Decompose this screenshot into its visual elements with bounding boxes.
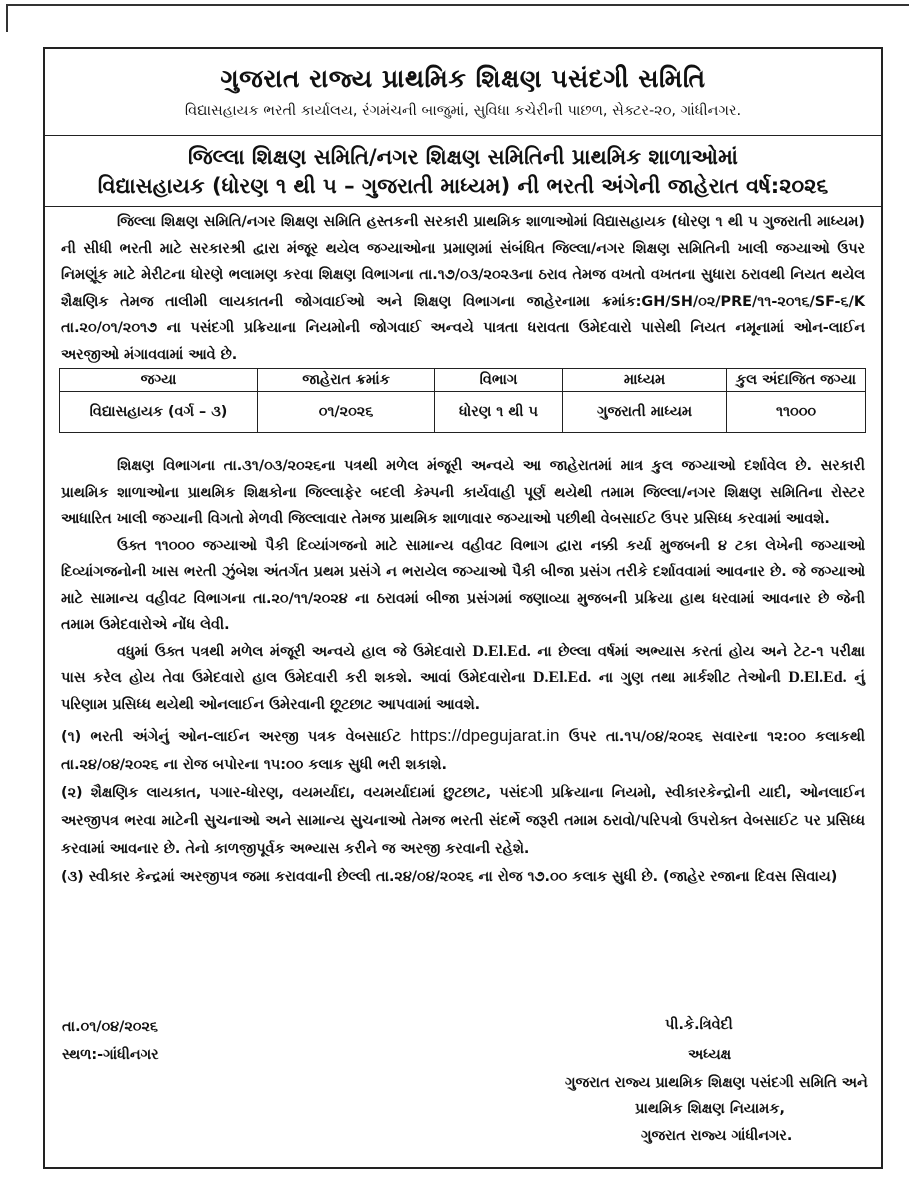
signatory-office-line-1: ગુજરાત રાજ્ય પ્રાથમિક શિક્ષણ પસંદગી સમિતિ અને xyxy=(565,1075,868,1091)
notice-frame xyxy=(43,47,883,1169)
letterhead xyxy=(45,49,881,136)
signatory-office-line-3: ગુજરાત રાજ્ય ગાંધીનગર. xyxy=(641,1128,793,1144)
signature-block xyxy=(45,1009,881,1169)
paragraph-approval: શિક્ષણ વિભાગના તા.૩૧/૦૩/૨૦૨૬ના પત્રથી મળેલ મંજૂરી અન્વયે આ જાહેરાતમાં માત્ર કુલ જગ્યાઓ દર્શાવેલ છે. સરકારી પ્રાથમિક શાળાઓના પ્રાથમિક શિક્ષકોના જિલ્લાફેર બદલી કેમ્પની કાર્યવાહી પૂર્ણ થયેથી તમામ જિલ્લા/નગર શિક્ષણ સમિતિના રોસ્ટર આધારિત ખાલી જગ્યાની વિગતો મેળવી જિલ્લાવાર તેમજ પ્રાથમિક શાળાવાર જગ્યાઓ પછીથી વેબસાઈટ ઉપર પ્રસિધ્ધ કરવામાં આવશે. xyxy=(61,458,865,527)
deled-term: D.El.Ed. xyxy=(472,642,531,660)
table-cell-advt-no: ૦૧/૨૦૨૬ xyxy=(258,392,435,433)
deled-text-a: વધુમાં ઉક્ત પત્રથી મળેલ મંજૂરી અન્વયે હાલ જે ઉમેદવારો xyxy=(117,643,473,660)
title-line-2: વિદ્યાસહાયક (ધોરણ ૧ થી ૫ – ગુજરાતી માધ્યમ) ની ભરતી અંગેની જાહેરાત વર્ષ:૨૦૨૬ xyxy=(97,174,829,198)
deled-term: D.El.Ed. xyxy=(788,669,847,686)
table-cell-medium: ગુજરાતી માધ્યમ xyxy=(563,392,727,433)
deled-text-d: નું પરિણામ પ્રસિધ્ધ થયેથી ઓનલાઈન ઉમેરવાની છૂટછાટ આપવામાં આવશે. xyxy=(61,670,866,713)
deled-text-b: ના છેલ્લા વર્ષમાં અભ્યાસ કરતાં હોય અને ટેટ-૧ પરીક્ષા પાસ કરેલ હોય તેવા ઉમેદવારો હાલ ઉમેદવારી કરી શકશે. આવાં ઉમેદવારોના xyxy=(61,643,865,686)
table-header-cell: માધ્યમ xyxy=(563,369,727,392)
signatory-name: પી.કે.ત્રિવેદી xyxy=(665,1017,733,1033)
table-header-row xyxy=(60,369,866,392)
table-header-cell: જગ્યા xyxy=(60,369,258,392)
deled-text-c: ના ગુણ તથા માર્કશીટ તેઓની xyxy=(591,670,789,686)
table-row xyxy=(60,392,866,433)
intro-paragraph: જિલ્લા શિક્ષણ સમિતિ/નગર શિક્ષણ સમિતિ હસ્તકની સરકારી પ્રાથમિક શાળાઓમાં વિદ્યાસહાયક (ધોરણ ૧ થી ૫ ગુજરાતી માધ્યમ) ની સીધી ભરતી માટે સરકારશ્રી દ્વારા મંજૂર થયેલ જગ્યાઓના પ્રમાણમાં સંબંધિત જિલ્લા/નગર શિક્ષણ સમિતિની ખાલી જગ્યાઓ ઉપર નિમણૂંક માટે મેરીટના ધોરણે ભલામણ કરવા શિક્ષણ વિભાગના તા.૧૭/૦૩/૨૦૨૩ના ઠરાવ તેમજ વખતો વખતના સુધારા ઠરાવથી નિયત થયેલ શૈક્ષણિક તેમજ તાલીમી લાયકાતની જોગવાઈઓ અને શિક્ષણ વિભાગના જાહેરનામા ક્રમાંક:GH/SH/૦૨/PRE/૧૧-૨૦૧૬/SF-૬/K તા.૨૦/૦૧/૨૦૧૭ ના પસંદગી પ્રક્રિયાના નિયમોની જોગવાઈ અન્વયે પાત્રતા ધરાવતા ઉમેદવારો પાસેથી નિયત નમૂનામાં ઓન-લાઈન અરજીઓ મંગાવવામાં આવે છે. xyxy=(61,214,865,363)
deled-term: D.El.Ed. xyxy=(532,669,592,686)
table-cell-total: ૧૧૦૦૦ xyxy=(727,392,866,433)
signatory-office-line-2: પ્રાથમિક શિક્ષણ નિયામક, xyxy=(635,1101,785,1117)
note-2: (૨) શૈક્ષણિક લાયકાત, પગાર-ધોરણ, વયમર્યાદા, વયમર્યાદામાં છુટછાટ, પસંદગી પ્રક્રિયાના નિયમો, સ્વીકારકેન્દ્રોની યાદી, ઓનલાઈન અરજીપત્ર ભરવા માટેની સુચનાઓ અને સામાન્ય સુચનાઓ તેમજ ભરતી સંદર્ભે જરૂરી તમામ ઠરાવો/પરિપત્રો ઉપરોક્ત વેબસાઈટ પર પ્રસિધ્ધ કરવામાં આવનાર છે. તેનો કાળજીપૂર્વક અભ્યાસ કરીને જ અરજી કરવાની રહેશે. xyxy=(61,785,865,857)
issue-date: તા.૦૧/૦૪/૨૦૨૬ xyxy=(62,1019,158,1035)
note-3: (૩) સ્વીકાર કેન્દ્રમાં અરજીપત્ર જમા કરાવવાની છેલ્લી તા.૨૪/૦૪/૨૦૨૬ ના રોજ ૧૭.૦૦ કલાક સુધી છે. (જાહેર રજાના દિવસ સિવાય) xyxy=(61,869,838,885)
title-line-1: જિલ્લા શિક્ષણ સમિતિ/નગર શિક્ષણ સમિતિની પ્રાથમિક શાળાઓમાં xyxy=(188,145,738,169)
notice-title xyxy=(45,136,881,207)
scan-border-top xyxy=(6,4,909,6)
note-1-text-b: ઉપર તા.૧૫/૦૪/૨૦૨૬ સવારના ૧૨:૦૦ કલાકથી તા.૨૪/૦૪/૨૦૨૬ ના રોજ બપોરના ૧૫:૦૦ કલાક સુધી ભરી શકાશે. xyxy=(61,729,865,773)
note-1-text-a: (૧) ભરતી અંગેનું ઓન-લાઈન અરજી પત્રક વેબસાઈટ xyxy=(61,729,411,745)
scan-border-left xyxy=(6,4,8,32)
website-link[interactable]: https://dpegujarat.in xyxy=(410,726,560,745)
vacancy-table xyxy=(59,368,866,433)
signatory-designation: અધ્યક્ષ xyxy=(688,1047,732,1063)
table-cell-post: વિદ્યાસહાયક (વર્ગ – ૩) xyxy=(60,392,258,433)
paragraph-deled xyxy=(61,639,865,719)
notice-body xyxy=(45,209,881,891)
notes-list xyxy=(61,722,865,891)
issue-place: સ્થળ:-ગાંધીનગર xyxy=(62,1047,159,1063)
table-header-cell: કુલ અંદાજિત જગ્યા xyxy=(727,369,866,392)
organization-name: ગુજરાત રાજ્ય પ્રાથમિક શિક્ષણ પસંદગી સમિતિ xyxy=(220,64,706,93)
table-header-cell: વિભાગ xyxy=(435,369,563,392)
office-address: વિદ્યાસહાયક ભરતી કાર્યાલય, રંગમંચની બાજુમાં, સુવિધા કચેરીની પાછળ, સેક્ટર-૨૦, ગાંધીનગર. xyxy=(184,103,742,119)
table-cell-section: ધોરણ ૧ થી ૫ xyxy=(435,392,563,433)
table-header-cell: જાહેરાત ક્રમાંક xyxy=(258,369,435,392)
paragraph-disability-quota: ઉક્ત ૧૧૦૦૦ જગ્યાઓ પૈકી દિવ્યાંગજનો માટે સામાન્ય વહીવટ વિભાગ દ્વારા નક્કી કર્યા મુજબની ૪ ટકા લેખેની જગ્યાઓ દિવ્યાંગજનોની ખાસ ભરતી ઝુંબેશ અંતર્ગત પ્રથમ પ્રસંગે ન ભરાયેલ જગ્યાઓ પૈકી બીજા પ્રસંગ તરીકે દર્શાવવામાં આવનાર છે. જે જગ્યાઓ માટે સામાન્ય વહીવટ વિભાગના તા.૨૦/૧૧/૨૦૨૪ ના ઠરાવમાં બીજા પ્રસંગમાં જણાવ્યા મુજબની પ્રક્રિયા હાથ ધરવામાં આવનાર છે જેની તમામ ઉમેદવારોએ નોંધ લેવી. xyxy=(61,537,865,633)
note-1 xyxy=(61,722,865,779)
